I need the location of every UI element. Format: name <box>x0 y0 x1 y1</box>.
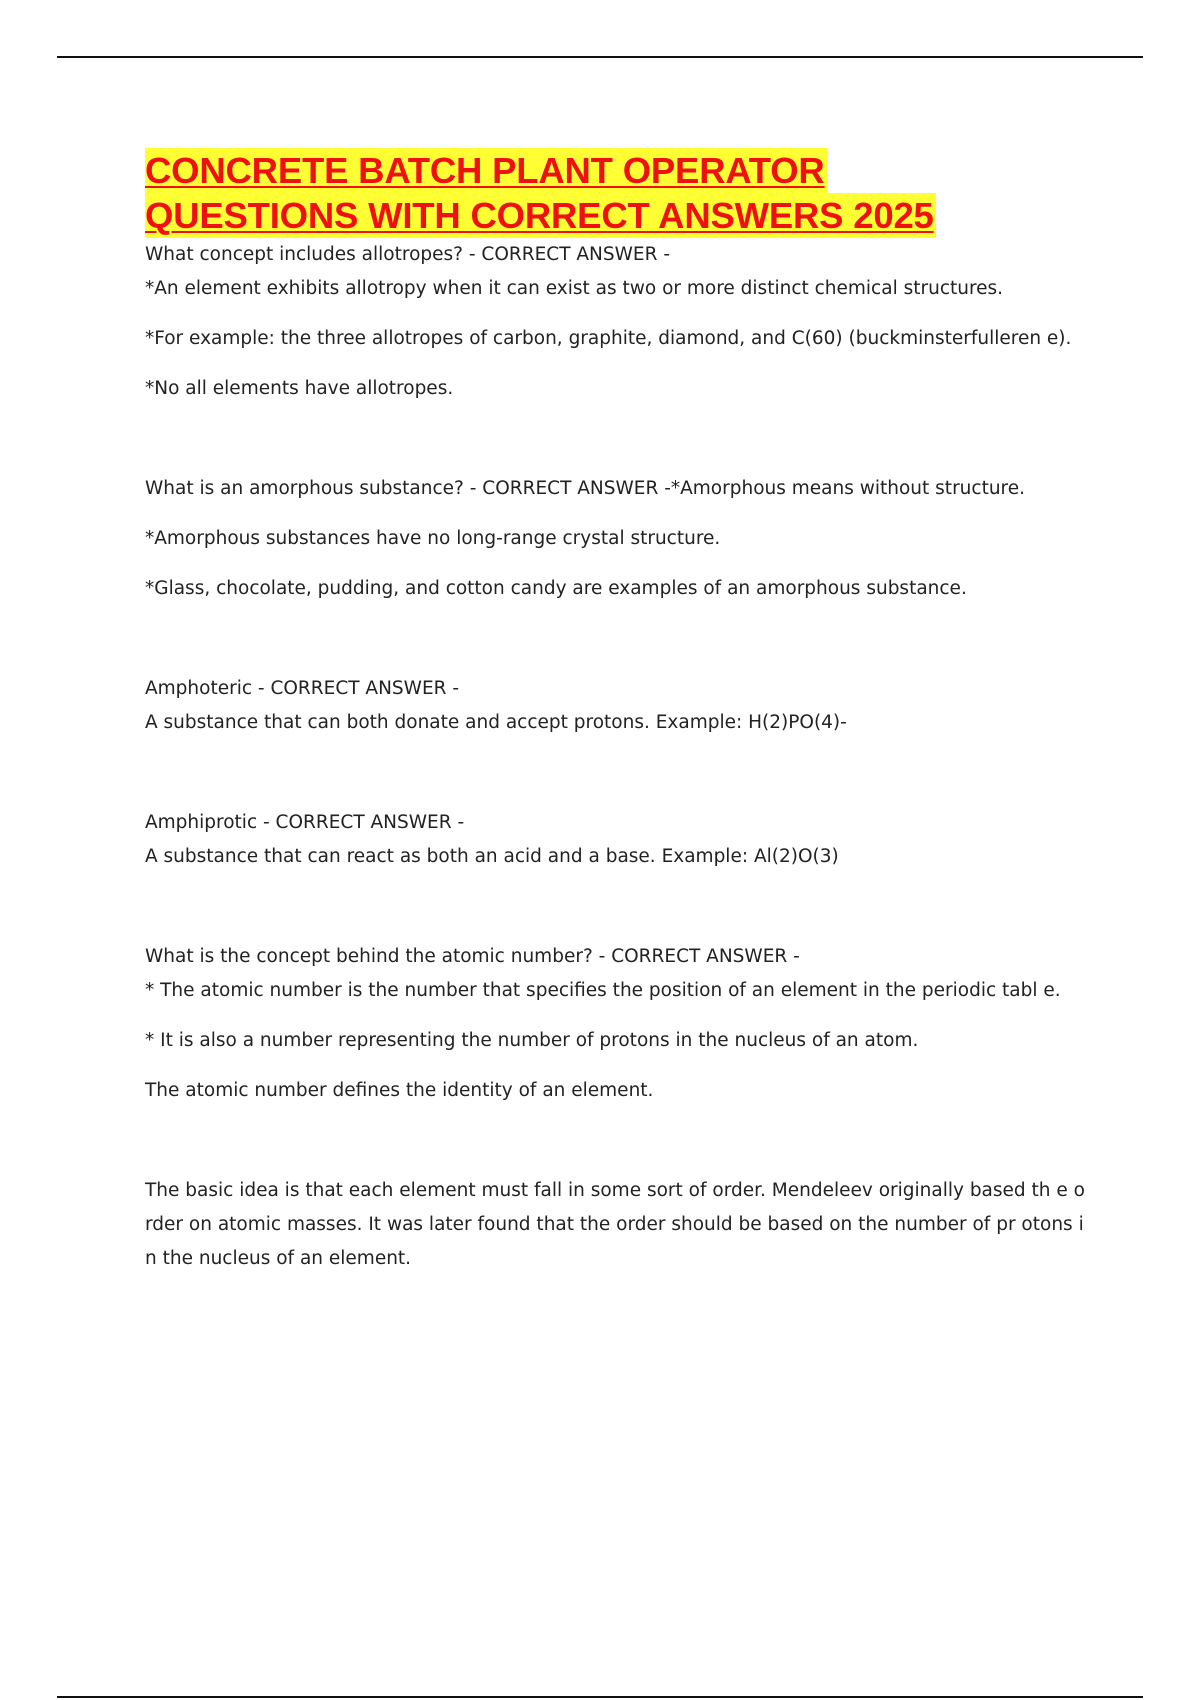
answer-paragraph: *An element exhibits allotropy when it can exist as two or more distinct chemical structures. <box>145 278 1004 299</box>
question-text: What concept includes allotropes? - CORRECT ANSWER - <box>145 244 671 265</box>
title-line-2: QUESTIONS WITH CORRECT ANSWERS 2025 <box>145 195 934 236</box>
bottom-rule <box>57 1696 1143 1698</box>
answer-paragraph: A substance that can both donate and accept protons. Example: H(2)PO(4)- <box>145 712 847 733</box>
closing-paragraph: The basic idea is that each element must fall in some sort of order. Mendeleev originally based th e order on atomic masses. It was later found that the order should be based on the number of pr otons in the nucleus of an element. <box>145 1180 1085 1269</box>
qa-list <box>145 238 1100 1276</box>
answer-paragraph: * The atomic number is the number that specifies the position of an element in the periodic tabl e. <box>145 980 1061 1001</box>
spacer <box>145 606 1100 672</box>
qa-item-amorphous <box>145 472 1100 606</box>
top-rule <box>57 56 1143 58</box>
qa-item-amphoteric <box>145 672 1100 740</box>
question-text: Amphoteric - CORRECT ANSWER - <box>145 678 460 699</box>
answer-paragraph: A substance that can react as both an acid and a base. Example: Al(2)O(3) <box>145 846 839 867</box>
document-title <box>145 148 1100 238</box>
question-text: Amphiprotic - CORRECT ANSWER - <box>145 812 465 833</box>
qa-item-allotropes <box>145 238 1100 406</box>
answer-paragraph: *Amorphous substances have no long-range crystal structure. <box>145 528 721 549</box>
document-body <box>145 148 1100 1276</box>
answer-paragraph: *No all elements have allotropes. <box>145 378 454 399</box>
answer-paragraph: *Glass, chocolate, pudding, and cotton candy are examples of an amorphous substance. <box>145 578 967 599</box>
spacer <box>145 874 1100 940</box>
qa-item-amphiprotic <box>145 806 1100 874</box>
qa-item-atomic-number <box>145 940 1100 1108</box>
question-text: What is the concept behind the atomic number? - CORRECT ANSWER - <box>145 946 800 967</box>
title-line-1: CONCRETE BATCH PLANT OPERATOR <box>145 150 825 191</box>
spacer <box>145 406 1100 472</box>
spacer <box>145 1108 1100 1174</box>
answer-paragraph: * It is also a number representing the number of protons in the nucleus of an atom. <box>145 1030 919 1051</box>
question-text: What is an amorphous substance? - CORRECT ANSWER -*Amorphous means without structure. <box>145 478 1026 499</box>
answer-paragraph: *For example: the three allotropes of carbon, graphite, diamond, and C(60) (buckminsterfulleren e). <box>145 328 1072 349</box>
spacer <box>145 740 1100 806</box>
answer-paragraph: The atomic number defines the identity of an element. <box>145 1080 654 1101</box>
